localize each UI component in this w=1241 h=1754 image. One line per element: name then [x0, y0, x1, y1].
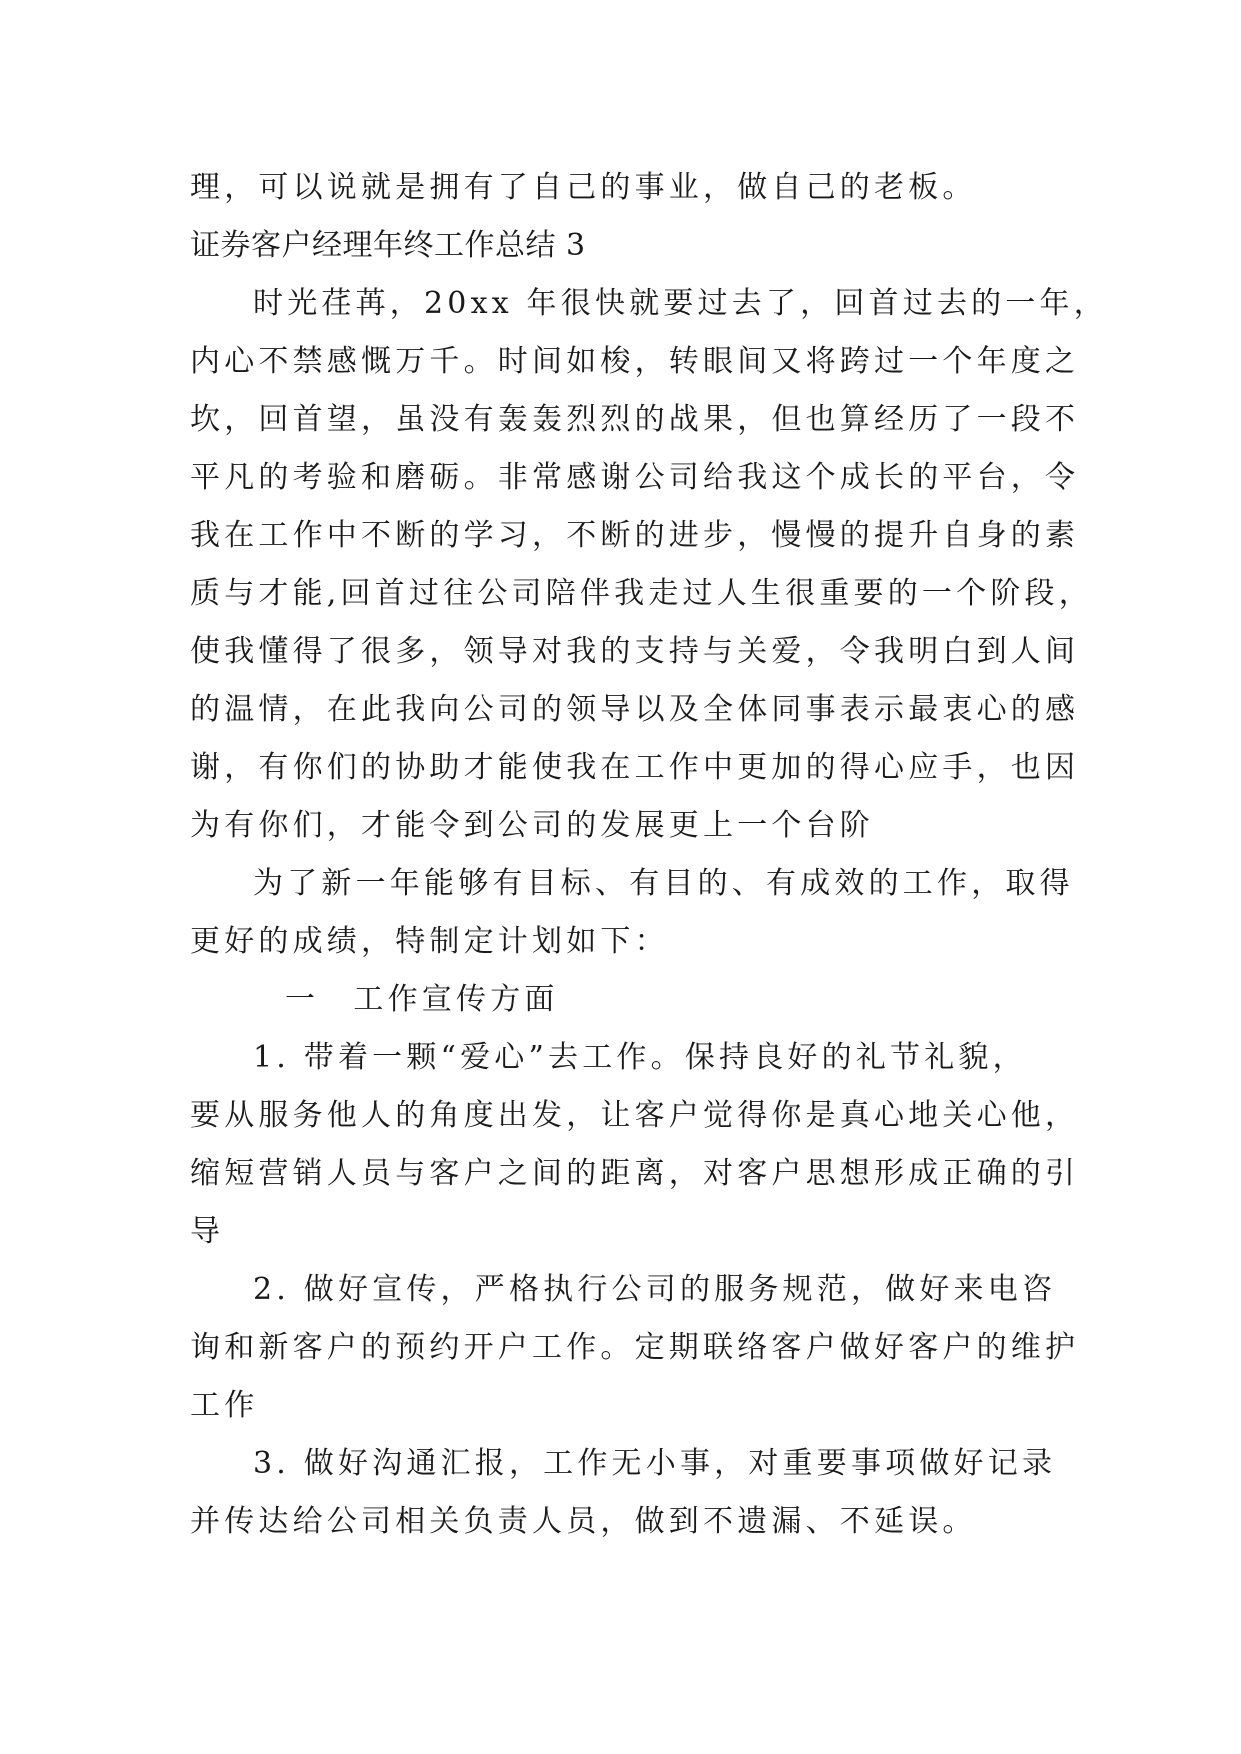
- list-item-line: 1. 带着一颗“爱心”去工作。保持良好的礼节礼貌，: [253, 1040, 1027, 1075]
- text-line: 我在工作中不断的学习，不断的进步，慢慢的提升自身的素: [190, 518, 1080, 553]
- text-line: 内心不禁感慨万千。时间如梭，转眼间又将跨过一个年度之: [190, 344, 1080, 379]
- text-line: 为有你们，才能令到公司的发展更上一个台阶: [190, 808, 874, 843]
- list-item-line: 3. 做好沟通汇报，工作无小事，对重要事项做好记录: [253, 1446, 1057, 1481]
- text-line: 谢，有你们的协助才能使我在工作中更加的得心应手，也因: [190, 750, 1080, 785]
- list-item-line: 工作: [190, 1388, 259, 1423]
- subsection-heading: 一 工作宣传方面: [285, 982, 559, 1017]
- text-line: 为了新一年能够有目标、有目的、有成效的工作，取得: [253, 866, 1074, 901]
- text-line: 的温情，在此我向公司的领导以及全体同事表示最衷心的感: [190, 692, 1080, 727]
- text-line: 时光荏苒，20xx 年很快就要过去了，回首过去的一年，: [253, 286, 1108, 321]
- section-heading: 证券客户经理年终工作总结 3: [190, 228, 586, 263]
- list-item-line: 2. 做好宣传，严格执行公司的服务规范，做好来电咨: [253, 1272, 1057, 1307]
- list-item-line: 询和新客户的预约开户工作。定期联络客户做好客户的维护: [190, 1330, 1080, 1365]
- list-item-line: 要从服务他人的角度出发，让客户觉得你是真心地关心他，: [190, 1098, 1080, 1133]
- text-line: 质与才能,回首过往公司陪伴我走过人生很重要的一个阶段，: [190, 576, 1093, 611]
- text-line: 使我懂得了很多，领导对我的支持与关爱，令我明白到人间: [190, 634, 1080, 669]
- text-line: 坎，回首望，虽没有轰轰烈烈的战果，但也算经历了一段不: [190, 402, 1080, 437]
- text-line: 平凡的考验和磨砺。非常感谢公司给我这个成长的平台，令: [190, 460, 1080, 495]
- text-line: 理，可以说就是拥有了自己的事业，做自己的老板。: [190, 170, 977, 205]
- list-item-line: 并传达给公司相关负责人员，做到不遗漏、不延误。: [190, 1504, 977, 1539]
- list-item-line: 导: [190, 1214, 225, 1249]
- text-line: 更好的成绩，特制定计划如下：: [190, 924, 669, 959]
- list-item-line: 缩短营销人员与客户之间的距离，对客户思想形成正确的引: [190, 1156, 1080, 1191]
